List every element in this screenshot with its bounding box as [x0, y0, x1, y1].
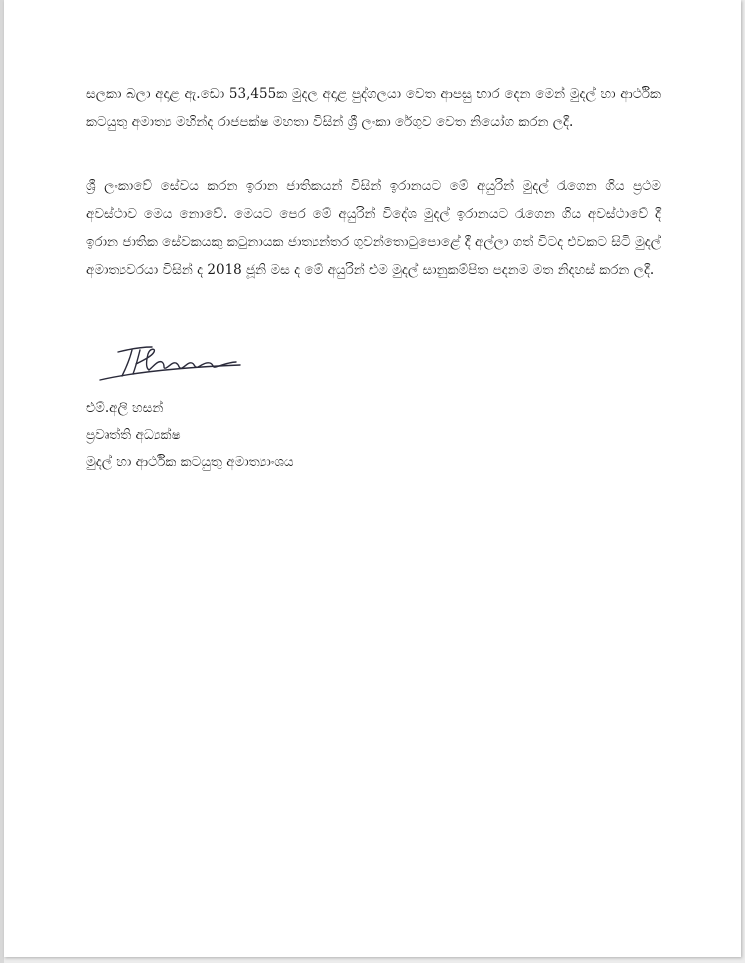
body-paragraph: ශ්‍රී ලංකාවේ සේවය කරන ඉරාන ජාතිකයන් විසින් ඉරානයට මේ අයුරින් මුදල් රැගෙන ගිය ප්‍රථම අවස්ථාව මෙය නොවේ. මෙයට පෙර මේ අයුරින් විදේශ මුදල් ඉරානයට රැගෙන ගිය අවස්ථාවේ දී ඉරාන ජාතික සේවකයකු කටුනායක ජාත්‍යන්තර ගුවන්තොටුපොළේ දී අල්ලා ගත් විටද එවකට සිටි මුදල් අමාත්‍යවරයා විසින් ද 2018 ජූනි මස ද මේ අයුරින් එම මුදල් සානුකම්පිත පදනම මත නිදහස් කරන ලදී.: [86, 178, 661, 278]
signatory-office: මුදල් හා ආර්ථික කටයුතු අමාත්‍යාංශය: [86, 454, 294, 470]
signatory-name: එම්.අලි හසන්: [86, 400, 164, 416]
handwritten-signature: [96, 338, 246, 388]
body-paragraph: සලකා බලා අදාළ ඇ.ඩො 53,455ක මුදල අදාළ පුද්ගලයා වෙත ආපසු භාර දෙන මෙන් මුදල් හා ආර්ථික කටයුතු අමාත්‍ය මහින්ද රාජපක්ෂ මහතා විසින් ශ්‍රී ලංකා රේගුව වෙත නියෝග කරන ලදී.: [86, 86, 661, 130]
document-page: [4, 0, 741, 957]
signatory-title: ප්‍රවෘත්ති අධ්‍යක්ෂ: [86, 427, 181, 443]
